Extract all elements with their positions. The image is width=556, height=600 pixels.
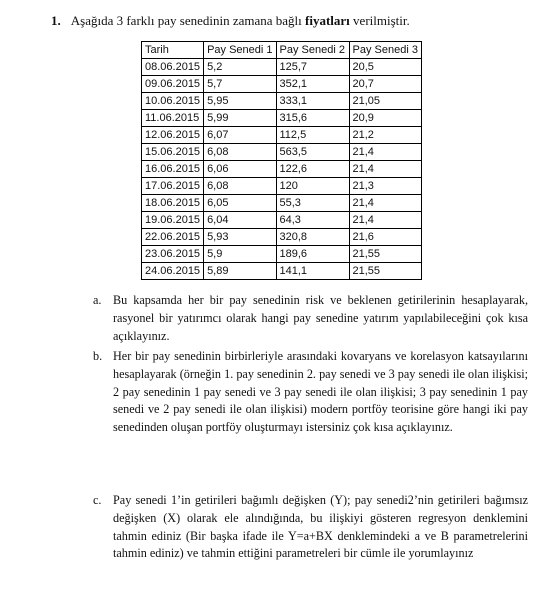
price-cell-stock-3: 21,3	[349, 178, 421, 195]
price-cell-stock-3: 21,2	[349, 127, 421, 144]
price-cell-stock-2: 563,5	[276, 144, 349, 161]
table-body	[142, 59, 422, 280]
table-row	[142, 178, 422, 195]
price-cell-stock-2: 55,3	[276, 195, 349, 212]
price-cell-stock-2: 64,3	[276, 212, 349, 229]
price-table	[141, 41, 422, 280]
price-cell-stock-2: 352,1	[276, 76, 349, 93]
header-date: Tarih	[142, 42, 204, 59]
price-cell-stock-2: 189,6	[276, 246, 349, 263]
date-cell: 12.06.2015	[142, 127, 204, 144]
date-cell: 16.06.2015	[142, 161, 204, 178]
price-cell-stock-2: 122,6	[276, 161, 349, 178]
question-intro-end: verilmiştir.	[349, 13, 410, 28]
date-cell: 22.06.2015	[142, 229, 204, 246]
sub-question-label: a.	[93, 293, 102, 307]
date-cell: 11.06.2015	[142, 110, 204, 127]
table-row	[142, 110, 422, 127]
price-cell-stock-3: 21,05	[349, 93, 421, 110]
date-cell: 17.06.2015	[142, 178, 204, 195]
price-cell-stock-3: 21,55	[349, 246, 421, 263]
table-row	[142, 263, 422, 280]
price-cell-stock-1: 5,93	[204, 229, 276, 246]
price-cell-stock-1: 6,06	[204, 161, 276, 178]
header-stock-1: Pay Senedi 1	[204, 42, 276, 59]
price-cell-stock-1: 5,2	[204, 59, 276, 76]
price-cell-stock-2: 315,6	[276, 110, 349, 127]
price-cell-stock-3: 21,6	[349, 229, 421, 246]
question-heading	[51, 13, 410, 29]
sub-question-label: b.	[93, 349, 103, 363]
date-cell: 23.06.2015	[142, 246, 204, 263]
price-cell-stock-1: 6,07	[204, 127, 276, 144]
table-row	[142, 246, 422, 263]
sub-question-text: Bu kapsamda her bir pay senedinin risk ve beklenen getirilerinin hesaplayarak, rasyonel bir yatırımcı olarak hangi pay senedine yatırım yapılabileceğini çok kısa açıklayınız.	[113, 293, 528, 343]
price-cell-stock-3: 21,4	[349, 212, 421, 229]
price-cell-stock-3: 20,9	[349, 110, 421, 127]
date-cell: 19.06.2015	[142, 212, 204, 229]
table-row	[142, 161, 422, 178]
header-stock-2: Pay Senedi 2	[276, 42, 349, 59]
table-row	[142, 93, 422, 110]
sub-question-label: c.	[93, 493, 102, 507]
date-cell: 18.06.2015	[142, 195, 204, 212]
table-row	[142, 195, 422, 212]
date-cell: 24.06.2015	[142, 263, 204, 280]
sub-question-a	[93, 292, 528, 345]
header-stock-3: Pay Senedi 3	[349, 42, 421, 59]
price-cell-stock-1: 6,05	[204, 195, 276, 212]
date-cell: 15.06.2015	[142, 144, 204, 161]
price-cell-stock-2: 320,8	[276, 229, 349, 246]
price-cell-stock-1: 5,99	[204, 110, 276, 127]
price-cell-stock-2: 120	[276, 178, 349, 195]
price-cell-stock-1: 5,9	[204, 246, 276, 263]
table-row	[142, 59, 422, 76]
price-cell-stock-3: 21,4	[349, 144, 421, 161]
table-header-row	[142, 42, 422, 59]
date-cell: 08.06.2015	[142, 59, 204, 76]
table-row	[142, 212, 422, 229]
sub-question-text: Her bir pay senedinin birbirleriyle arasındaki kovaryans ve korelasyon katsayılarını hesaplayarak (örneğin 1. pay senedinin 2. pay senedi ve 3 pay senedi ile olan ilişkisi; 2 pay senedinin 1 pay senedi ve 3 pay senedi ile olan ilişkisi; 3 pay senedinin 1 pay senedi ve 2 pay senedi ile olan ilişkisi) modern portföy teorisine göre hangi iki pay senedinden oluşan portföy oluşturmayı istersiniz çok kısa açıklayınız.	[113, 349, 528, 435]
price-cell-stock-1: 5,7	[204, 76, 276, 93]
price-cell-stock-2: 141,1	[276, 263, 349, 280]
price-cell-stock-3: 21,4	[349, 161, 421, 178]
price-cell-stock-3: 20,5	[349, 59, 421, 76]
price-cell-stock-1: 5,95	[204, 93, 276, 110]
price-cell-stock-1: 5,89	[204, 263, 276, 280]
date-cell: 10.06.2015	[142, 93, 204, 110]
table-row	[142, 229, 422, 246]
sub-question-b	[93, 348, 528, 437]
price-cell-stock-3: 21,55	[349, 263, 421, 280]
price-cell-stock-2: 333,1	[276, 93, 349, 110]
price-cell-stock-1: 6,08	[204, 144, 276, 161]
question-intro-bold: fiyatları	[305, 13, 350, 28]
date-cell: 09.06.2015	[142, 76, 204, 93]
question-intro-text: Aşağıda 3 farklı pay senedinin zamana bağlı	[70, 13, 306, 28]
table-row	[142, 144, 422, 161]
sub-question-text: Pay senedi 1’in getirileri bağımlı değişken (Y); pay senedi2’nin getirileri bağımsız değişken (X) olarak ele alındığında, bu ilişkiyi gösteren regresyon denklemini tahmin ediniz (Bir başka ifade ile Y=a+BX denklemindeki a ve B parametrelerini tahmin ediniz) ve tahmin ettiğini parametreleri bir cümle ile yorumlayınız	[113, 493, 528, 561]
price-cell-stock-2: 125,7	[276, 59, 349, 76]
sub-question-c	[93, 492, 528, 563]
table-row	[142, 76, 422, 93]
price-cell-stock-2: 112,5	[276, 127, 349, 144]
price-cell-stock-3: 20,7	[349, 76, 421, 93]
price-cell-stock-1: 6,08	[204, 178, 276, 195]
price-cell-stock-3: 21,4	[349, 195, 421, 212]
price-cell-stock-1: 6,04	[204, 212, 276, 229]
table-row	[142, 127, 422, 144]
question-number: 1.	[51, 13, 61, 28]
